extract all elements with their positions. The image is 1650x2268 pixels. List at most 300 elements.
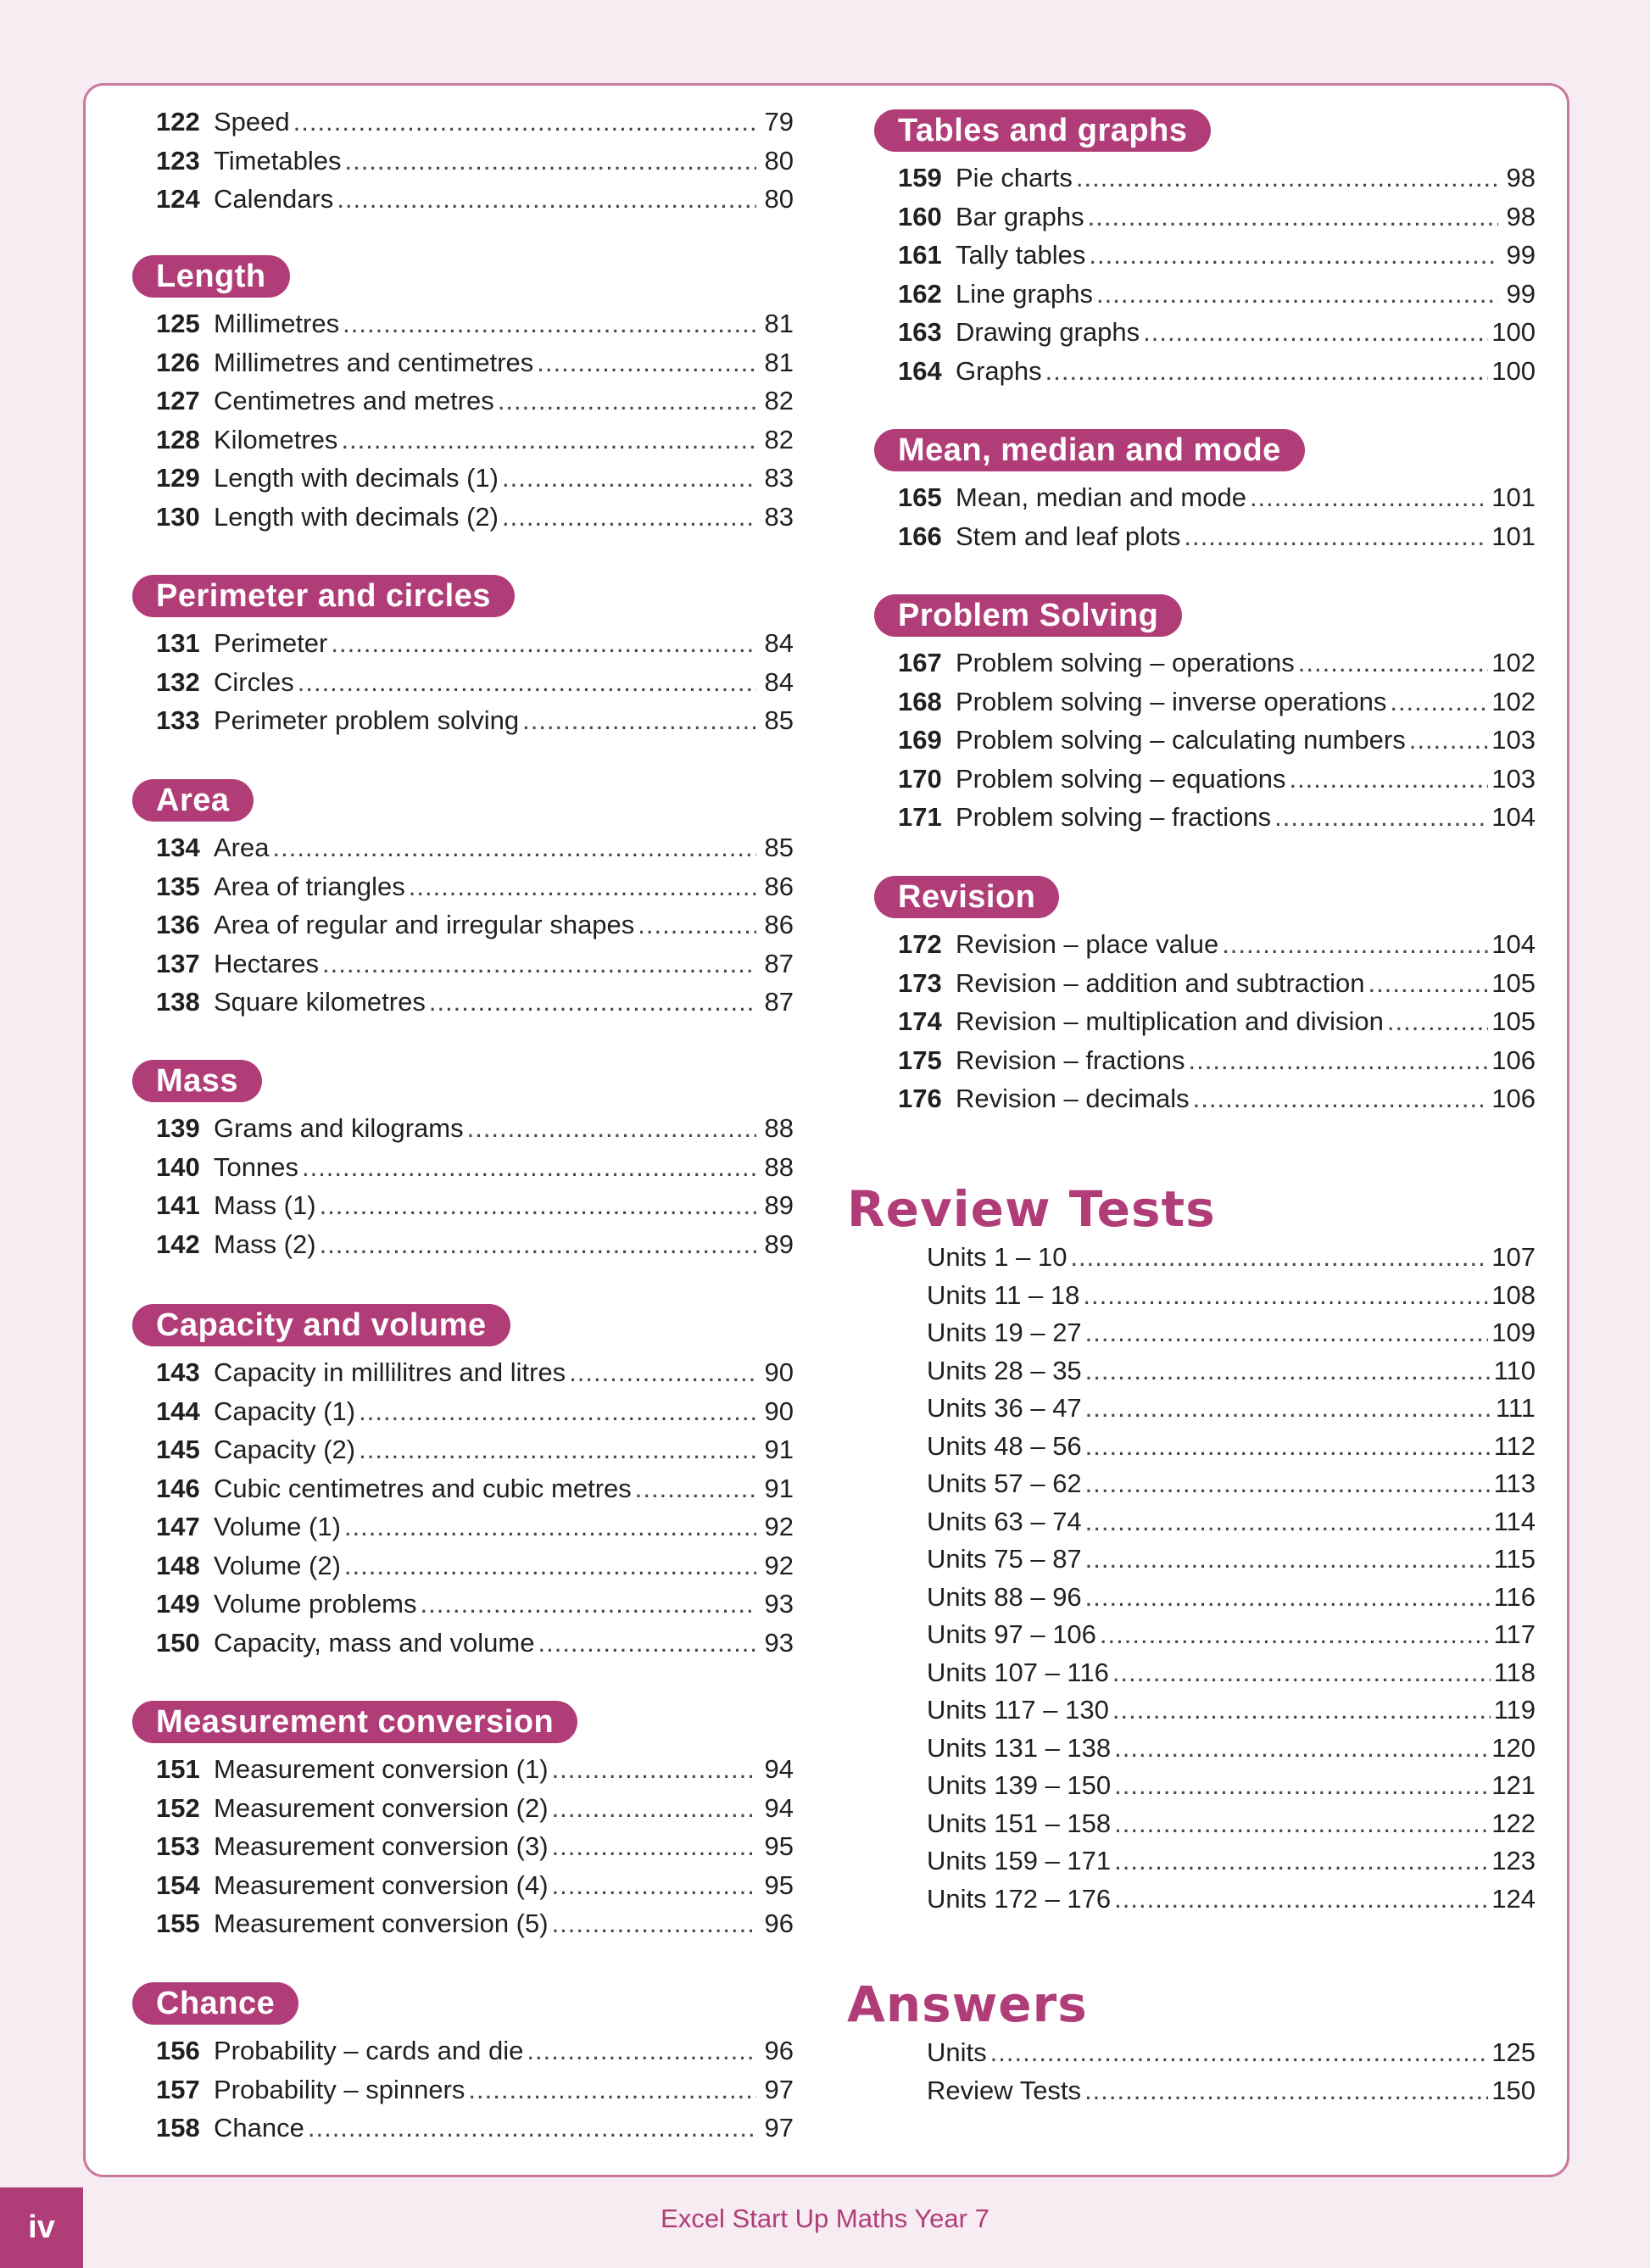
toc-entry[interactable] [132, 2031, 794, 2070]
dot-leader [1250, 478, 1488, 517]
toc-entry[interactable] [874, 683, 1536, 722]
toc-entry[interactable] [874, 1654, 1536, 1692]
dot-leader [421, 1585, 756, 1624]
dot-leader [302, 1148, 756, 1187]
page-number: 91 [764, 1435, 794, 1464]
entry-title: Volume (2) [214, 1550, 341, 1580]
dot-leader [320, 1186, 756, 1225]
toc-entry[interactable] [132, 2070, 794, 2109]
toc-entry[interactable] [874, 1465, 1536, 1503]
unit-number: 167 [898, 648, 942, 677]
dot-leader [322, 945, 756, 984]
unit-number: 143 [156, 1357, 200, 1387]
dot-leader [1298, 644, 1488, 683]
unit-number: 166 [898, 521, 942, 551]
unit-number: 140 [156, 1151, 200, 1182]
page-number: 118 [1493, 1657, 1536, 1687]
entry-title: Problem solving – equations [956, 763, 1286, 794]
dot-leader [1085, 1579, 1491, 1617]
unit-number: 148 [156, 1550, 200, 1580]
page-number: 90 [764, 1396, 794, 1426]
toc-entry[interactable] [132, 1507, 794, 1546]
page-number: 87 [764, 987, 794, 1017]
entry-title: Perimeter problem solving [214, 705, 520, 735]
dot-leader [552, 1866, 756, 1905]
entry-title: Problem solving – fractions [956, 802, 1272, 832]
toc-entry[interactable] [132, 142, 794, 181]
entry-title: Circles [214, 666, 294, 697]
toc-section [874, 594, 1536, 837]
review-tests-section [847, 1179, 1536, 1918]
dot-leader [537, 343, 756, 382]
unit-number: 161 [898, 240, 942, 270]
unit-number: 155 [156, 1909, 200, 1938]
page-number: 104 [1491, 929, 1536, 959]
dot-leader [337, 180, 756, 219]
toc-entry[interactable] [874, 1730, 1536, 1768]
page-number: 84 [764, 666, 794, 697]
entry-title: Capacity in millilitres and litres [214, 1357, 566, 1387]
toc-entry[interactable] [874, 198, 1536, 237]
toc-entry[interactable] [132, 1225, 794, 1264]
toc-entry[interactable] [132, 828, 794, 867]
page-number: 119 [1493, 1695, 1536, 1725]
unit-number: 170 [898, 763, 942, 794]
dot-leader [1387, 1002, 1488, 1041]
page-number: 90 [764, 1357, 794, 1387]
unit-number: 176 [898, 1084, 942, 1113]
toc-entry[interactable] [874, 1881, 1536, 1919]
entry-title: Probability – cards and die [214, 2036, 524, 2065]
unit-number: 159 [898, 163, 942, 192]
page-number: 80 [764, 145, 794, 176]
toc-entry[interactable] [874, 1541, 1536, 1579]
unit-number: 122 [156, 107, 200, 137]
toc-entry[interactable] [132, 1866, 794, 1905]
page-number: 95 [764, 1831, 794, 1861]
page-number: 93 [764, 1589, 794, 1619]
unit-number: 145 [156, 1435, 200, 1464]
entry-title: Area of triangles [214, 871, 405, 901]
toc-section [132, 1060, 794, 1263]
dot-leader [1085, 1503, 1491, 1541]
entry-title: Tally tables [956, 240, 1086, 270]
unit-number: 160 [898, 201, 942, 231]
page-number: 97 [764, 2074, 794, 2104]
entry-title: Units 139 – 150 [927, 1770, 1112, 1800]
toc-entry[interactable] [874, 1352, 1536, 1390]
page-number: 101 [1491, 521, 1536, 551]
entry-title: Units 28 – 35 [927, 1355, 1082, 1385]
section-heading: Mass [132, 1060, 262, 1102]
toc-entry[interactable] [874, 159, 1536, 198]
entry-title: Capacity (1) [214, 1396, 356, 1426]
toc-entry[interactable] [132, 906, 794, 945]
entry-title: Volume problems [214, 1589, 417, 1619]
toc-entry[interactable] [132, 1827, 794, 1866]
entry-title: Revision – addition and subtraction [956, 967, 1365, 998]
dot-leader [344, 1546, 756, 1585]
toc-entry[interactable] [132, 701, 794, 740]
dot-leader [344, 1507, 756, 1546]
dot-leader [1088, 198, 1498, 237]
toc-entry[interactable] [874, 478, 1536, 517]
dot-leader [498, 382, 756, 421]
entry-title: Calendars [214, 184, 334, 214]
page-number: 85 [764, 833, 794, 862]
toc-entry[interactable] [874, 1503, 1536, 1541]
toc-entry[interactable] [874, 1041, 1536, 1080]
toc-entry[interactable] [132, 1789, 794, 1828]
unit-number: 124 [156, 184, 200, 214]
dot-leader [272, 828, 756, 867]
dot-leader [429, 983, 756, 1022]
toc-entry[interactable] [874, 1805, 1536, 1843]
dot-leader [1368, 964, 1489, 1003]
page-number: 105 [1491, 967, 1536, 998]
toc-entry[interactable] [874, 1691, 1536, 1730]
toc-entry[interactable] [132, 1392, 794, 1431]
toc-section [132, 103, 794, 219]
toc-entry[interactable] [132, 624, 794, 663]
page-number: 108 [1491, 1279, 1536, 1310]
section-heading: Measurement conversion [132, 1701, 577, 1743]
unit-number: 158 [156, 2113, 200, 2143]
unit-number: 139 [156, 1113, 200, 1143]
dot-leader [343, 304, 756, 343]
toc-entry[interactable] [132, 945, 794, 984]
entry-title: Revision – place value [956, 929, 1219, 959]
toc-entry[interactable] [874, 721, 1536, 760]
page-number: 123 [1491, 1846, 1536, 1875]
entry-title: Kilometres [214, 424, 338, 454]
section-heading: Perimeter and circles [132, 575, 515, 617]
page-number: 94 [764, 1792, 794, 1823]
unit-number: 128 [156, 424, 200, 454]
page-number: 92 [764, 1550, 794, 1580]
page-number: 105 [1491, 1006, 1536, 1036]
entry-title: Units 88 – 96 [927, 1581, 1082, 1612]
dot-leader [552, 1750, 756, 1789]
dot-leader [1085, 1352, 1491, 1390]
dot-leader [331, 624, 756, 663]
toc-entry[interactable] [874, 1390, 1536, 1428]
toc-section [132, 1701, 794, 1943]
toc-entry[interactable] [874, 1579, 1536, 1617]
entry-title: Units 159 – 171 [927, 1846, 1112, 1875]
unit-number: 171 [898, 802, 942, 832]
unit-number: 131 [156, 628, 200, 658]
page-number: 109 [1491, 1318, 1536, 1347]
entry-title: Units 57 – 62 [927, 1468, 1082, 1498]
page-number: 114 [1493, 1506, 1536, 1536]
unit-number: 162 [898, 278, 942, 309]
entry-title: Millimetres [214, 309, 340, 338]
page-number: 150 [1491, 2075, 1536, 2105]
section-heading: Problem Solving [874, 594, 1182, 637]
toc-section [132, 779, 794, 1022]
dot-leader [359, 1430, 756, 1469]
entry-title: Measurement conversion (1) [214, 1754, 549, 1784]
toc-entry[interactable] [132, 1430, 794, 1469]
toc-section [132, 1304, 794, 1662]
toc-entry[interactable] [132, 1904, 794, 1943]
toc-entry[interactable] [874, 1767, 1536, 1805]
toc-entry[interactable] [874, 2034, 1536, 2072]
entry-title: Cubic centimetres and cubic metres [214, 1473, 632, 1503]
toc-entry[interactable] [132, 1546, 794, 1585]
dot-leader [1390, 683, 1488, 722]
dot-leader [308, 2109, 756, 2148]
entry-title: Units 63 – 74 [927, 1506, 1082, 1536]
dot-leader [635, 1469, 756, 1508]
dot-leader [552, 1827, 756, 1866]
toc-entry[interactable] [874, 1239, 1536, 1277]
unit-number: 134 [156, 833, 200, 862]
entry-title: Speed [214, 107, 290, 137]
toc-entry[interactable] [132, 1585, 794, 1624]
toc-section [132, 1982, 794, 2148]
dot-leader [569, 1353, 756, 1392]
page-number: 106 [1491, 1045, 1536, 1075]
unit-number: 156 [156, 2036, 200, 2065]
dot-leader [990, 2034, 1489, 2072]
page-number: 82 [764, 386, 794, 415]
page-number: 112 [1493, 1430, 1536, 1461]
page-number: 88 [764, 1113, 794, 1143]
page-number: 117 [1493, 1619, 1536, 1649]
toc-entry[interactable] [874, 1842, 1536, 1881]
entry-title: Volume (1) [214, 1512, 341, 1541]
toc-entry[interactable] [132, 343, 794, 382]
unit-number: 137 [156, 948, 200, 978]
entry-title: Millimetres and centimetres [214, 347, 534, 377]
page-number: 95 [764, 1870, 794, 1900]
page-number: 86 [764, 910, 794, 939]
section-heading: Chance [132, 1982, 298, 2025]
dot-leader [1085, 1465, 1491, 1503]
dot-leader [552, 1789, 756, 1828]
dot-leader [502, 498, 756, 537]
dot-leader [552, 1904, 756, 1943]
section-heading: Tables and graphs [874, 109, 1211, 152]
section-heading: Area [132, 779, 254, 822]
toc-entry[interactable] [132, 180, 794, 219]
entry-title: Units 19 – 27 [927, 1318, 1082, 1347]
page-number: 116 [1493, 1581, 1536, 1612]
dot-leader [1114, 1881, 1488, 1919]
entry-title: Units 131 – 138 [927, 1732, 1112, 1763]
toc-entry[interactable] [132, 1624, 794, 1663]
toc-entry[interactable] [874, 1002, 1536, 1041]
page-number: 80 [764, 184, 794, 214]
unit-number: 142 [156, 1229, 200, 1259]
unit-number: 168 [898, 686, 942, 716]
section-heading: Revision [874, 876, 1059, 918]
toc-entry[interactable] [132, 867, 794, 906]
dot-leader [1084, 2072, 1488, 2110]
entry-title: Drawing graphs [956, 317, 1140, 347]
entry-title: Problem solving – operations [956, 648, 1295, 677]
dot-leader [293, 103, 756, 142]
unit-number: 157 [156, 2074, 200, 2104]
toc-entry[interactable] [132, 1750, 794, 1789]
toc-entry[interactable] [874, 352, 1536, 391]
unit-number: 132 [156, 666, 200, 697]
dot-leader [1112, 1691, 1491, 1730]
toc-entry[interactable] [874, 2072, 1536, 2110]
page-number: 102 [1491, 648, 1536, 677]
entry-title: Area [214, 833, 270, 862]
toc-section [874, 109, 1536, 390]
entry-title: Bar graphs [956, 201, 1084, 231]
dot-leader [502, 459, 756, 498]
footer-book-title: Excel Start Up Maths Year 7 [661, 2204, 989, 2233]
page-number: 89 [764, 1229, 794, 1259]
toc-entry[interactable] [132, 1109, 794, 1148]
toc-entry[interactable] [874, 275, 1536, 314]
entry-title: Measurement conversion (3) [214, 1831, 549, 1861]
toc-section [132, 575, 794, 740]
entry-title: Review Tests [927, 2075, 1082, 2105]
entry-title: Units 151 – 158 [927, 1808, 1112, 1838]
unit-number: 135 [156, 871, 200, 901]
toc-entry[interactable] [132, 1353, 794, 1392]
entry-title: Revision – fractions [956, 1045, 1185, 1075]
toc-entry[interactable] [132, 421, 794, 460]
page-number: 87 [764, 948, 794, 978]
page-number: 89 [764, 1190, 794, 1220]
toc-entry[interactable] [132, 382, 794, 421]
toc-entry[interactable] [874, 1616, 1536, 1654]
unit-number: 164 [898, 355, 942, 386]
dot-leader [1100, 1616, 1491, 1654]
toc-entry[interactable] [874, 760, 1536, 799]
page-number: 124 [1491, 1883, 1536, 1914]
page-number: 97 [764, 2113, 794, 2143]
page-number: 86 [764, 871, 794, 901]
page-number: 99 [1506, 278, 1536, 309]
page-number: 102 [1491, 686, 1536, 716]
toc-entry[interactable] [874, 517, 1536, 556]
dot-leader [1089, 236, 1498, 275]
unit-number: 149 [156, 1589, 200, 1619]
page-number: 100 [1491, 317, 1536, 347]
toc-entry[interactable] [874, 313, 1536, 352]
toc-entry[interactable] [874, 1079, 1536, 1118]
page-number: 94 [764, 1754, 794, 1784]
toc-entry[interactable] [874, 964, 1536, 1003]
review-tests-title: Review Tests [847, 1180, 1216, 1238]
page-number: 82 [764, 424, 794, 454]
unit-number: 144 [156, 1396, 200, 1426]
unit-number: 133 [156, 705, 200, 735]
unit-number: 127 [156, 386, 200, 415]
unit-number: 136 [156, 910, 200, 939]
page-number: 83 [764, 463, 794, 493]
unit-number: 154 [156, 1870, 200, 1900]
dot-leader [359, 1392, 756, 1431]
unit-number: 130 [156, 501, 200, 532]
page-number: 101 [1491, 482, 1536, 512]
unit-number: 146 [156, 1473, 200, 1503]
dot-leader [468, 2070, 756, 2109]
page-number: 93 [764, 1627, 794, 1658]
page-number: 92 [764, 1512, 794, 1541]
entry-title: Mass (1) [214, 1190, 316, 1220]
entry-title: Measurement conversion (5) [214, 1909, 549, 1938]
dot-leader [1112, 1654, 1491, 1692]
unit-number: 172 [898, 929, 942, 959]
entry-title: Area of regular and irregular shapes [214, 910, 635, 939]
toc-entry[interactable] [874, 1428, 1536, 1466]
dot-leader [1085, 1428, 1491, 1466]
dot-leader [467, 1109, 756, 1148]
entry-title: Length with decimals (1) [214, 463, 499, 493]
entry-title: Units 117 – 130 [927, 1695, 1109, 1725]
toc-entry[interactable] [874, 644, 1536, 683]
toc-entry[interactable] [874, 236, 1536, 275]
toc-entry[interactable] [874, 1314, 1536, 1352]
toc-entry[interactable] [132, 2109, 794, 2148]
page-number: 110 [1493, 1355, 1536, 1385]
toc-entry[interactable] [874, 925, 1536, 964]
toc-entry[interactable] [132, 1469, 794, 1508]
entry-title: Revision – decimals [956, 1084, 1190, 1113]
page-number: 84 [764, 628, 794, 658]
unit-number: 150 [156, 1627, 200, 1658]
answers-section [847, 1975, 1536, 2109]
page-number: 88 [764, 1151, 794, 1182]
toc-section [132, 255, 794, 536]
page-number: 104 [1491, 802, 1536, 832]
toc-entry[interactable] [132, 663, 794, 702]
page-number: 79 [764, 107, 794, 137]
entry-title: Probability – spinners [214, 2074, 465, 2104]
toc-entry[interactable] [132, 498, 794, 537]
page-number: 121 [1491, 1770, 1536, 1800]
entry-title: Mass (2) [214, 1229, 316, 1259]
unit-number: 174 [898, 1006, 942, 1036]
toc-entry[interactable] [874, 1277, 1536, 1315]
page-number: 106 [1491, 1084, 1536, 1113]
toc-entry[interactable] [132, 983, 794, 1022]
dot-leader [409, 867, 756, 906]
dot-leader [1114, 1842, 1488, 1881]
dot-leader [1189, 1041, 1489, 1080]
dot-leader [1184, 517, 1488, 556]
page-number: 100 [1491, 355, 1536, 386]
page-number: 107 [1491, 1242, 1536, 1272]
page-number: 111 [1495, 1393, 1536, 1423]
dot-leader [1085, 1541, 1491, 1579]
toc-entry[interactable] [874, 798, 1536, 837]
answers-title: Answers [847, 1975, 1088, 2033]
dot-leader [1045, 352, 1489, 391]
page-number: 96 [764, 2036, 794, 2065]
unit-number: 147 [156, 1512, 200, 1541]
toc-entry[interactable] [132, 1186, 794, 1225]
toc-entry[interactable] [132, 304, 794, 343]
toc-entry[interactable] [132, 459, 794, 498]
page-number: iv [28, 2209, 55, 2245]
dot-leader [1076, 159, 1498, 198]
entry-title: Graphs [956, 355, 1042, 386]
toc-entry[interactable] [132, 1148, 794, 1187]
unit-number: 165 [898, 482, 942, 512]
toc-entry[interactable] [132, 103, 794, 142]
unit-number: 141 [156, 1190, 200, 1220]
